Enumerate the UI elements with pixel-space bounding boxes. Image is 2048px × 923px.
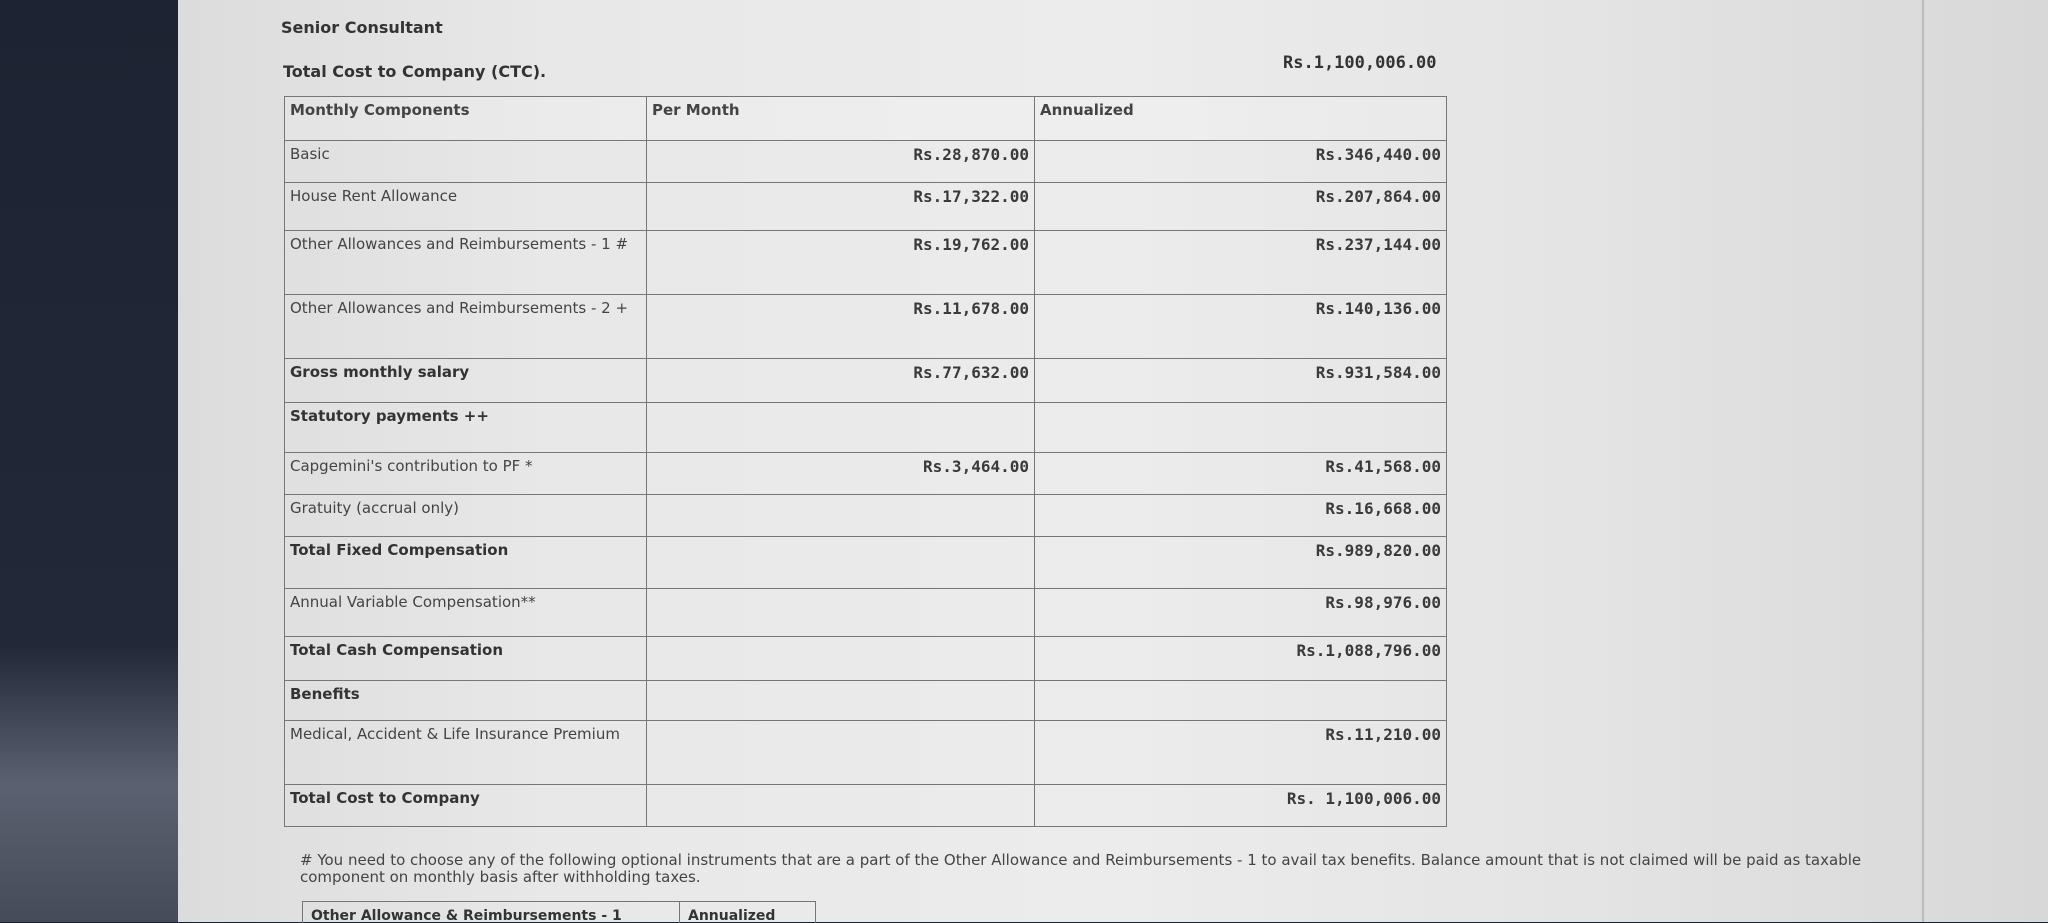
row-monthly-value: Rs.17,322.00 — [647, 183, 1035, 231]
table-row — [285, 537, 1447, 589]
ctc-label: Total Cost to Company (CTC). — [283, 62, 547, 81]
row-label: Statutory payments ++ — [285, 403, 647, 453]
table-row — [285, 495, 1447, 537]
row-monthly-value — [647, 403, 1035, 453]
row-annual-value: Rs.1,088,796.00 — [1035, 637, 1447, 681]
ctc-value: Rs.1,100,006.00 — [1283, 53, 1437, 73]
row-label: Other Allowances and Reimbursements - 2 + — [285, 295, 647, 359]
row-label: Other Allowances and Reimbursements - 1 # — [285, 231, 647, 295]
row-monthly-value: Rs.77,632.00 — [647, 359, 1035, 403]
row-annual-value: Rs.931,584.00 — [1035, 359, 1447, 403]
row-monthly-value — [647, 637, 1035, 681]
row-monthly-value — [647, 681, 1035, 721]
table-row — [285, 785, 1447, 827]
row-annual-value: Rs.11,210.00 — [1035, 721, 1447, 785]
row-annual-value — [1035, 681, 1447, 721]
table-row — [285, 141, 1447, 183]
subtable-col-allowance: Other Allowance & Reimbursements - 1 — [303, 902, 680, 923]
row-monthly-value: Rs.19,762.00 — [647, 231, 1035, 295]
row-annual-value: Rs.16,668.00 — [1035, 495, 1447, 537]
table-row — [285, 359, 1447, 403]
row-monthly-value — [647, 721, 1035, 785]
row-annual-value: Rs.207,864.00 — [1035, 183, 1447, 231]
row-monthly-value: Rs.3,464.00 — [647, 453, 1035, 495]
row-annual-value: Rs.346,440.00 — [1035, 141, 1447, 183]
table-row — [285, 231, 1447, 295]
row-label: House Rent Allowance — [285, 183, 647, 231]
row-label: Benefits — [285, 681, 647, 721]
row-monthly-value: Rs.11,678.00 — [647, 295, 1035, 359]
page-border — [1922, 0, 1924, 922]
row-monthly-value — [647, 785, 1035, 827]
row-label: Medical, Accident & Life Insurance Premium — [285, 721, 647, 785]
row-label: Basic — [285, 141, 647, 183]
subtable-col-annualized: Annualized — [688, 908, 776, 923]
designation-title: Senior Consultant — [281, 18, 443, 37]
header-per-month: Per Month — [647, 97, 1035, 141]
row-annual-value: Rs.237,144.00 — [1035, 231, 1447, 295]
table-row — [285, 589, 1447, 637]
table-row — [285, 403, 1447, 453]
row-annual-value: Rs.41,568.00 — [1035, 453, 1447, 495]
row-label: Annual Variable Compensation** — [285, 589, 647, 637]
row-monthly-value: Rs.28,870.00 — [647, 141, 1035, 183]
header-monthly-components: Monthly Components — [285, 97, 647, 141]
allowance-subtable-header — [302, 901, 816, 923]
row-monthly-value — [647, 495, 1035, 537]
background-left-dark — [0, 0, 178, 922]
row-label: Gross monthly salary — [285, 359, 647, 403]
table-row — [285, 637, 1447, 681]
compensation-table — [284, 96, 1447, 827]
row-annual-value: Rs.98,976.00 — [1035, 589, 1447, 637]
table-row — [285, 721, 1447, 785]
footnote: # You need to choose any of the following optional instruments that are a part of the Other Allowance and Reimbursements - 1 to avail tax benefits. Balance amount that is not claimed will be paid as taxable component on monthly basis after withholding taxes. — [300, 851, 1862, 886]
row-monthly-value — [647, 537, 1035, 589]
row-label: Gratuity (accrual only) — [285, 495, 647, 537]
table-row — [285, 295, 1447, 359]
table-row — [285, 453, 1447, 495]
row-monthly-value — [647, 589, 1035, 637]
header-annualized: Annualized — [1035, 97, 1447, 141]
row-annual-value — [1035, 403, 1447, 453]
row-label: Capgemini's contribution to PF * — [285, 453, 647, 495]
row-annual-value: Rs. 1,100,006.00 — [1035, 785, 1447, 827]
table-header-row — [285, 97, 1447, 141]
table-row — [285, 183, 1447, 231]
row-label: Total Cash Compensation — [285, 637, 647, 681]
table-row — [285, 681, 1447, 721]
row-annual-value: Rs.140,136.00 — [1035, 295, 1447, 359]
row-label: Total Fixed Compensation — [285, 537, 647, 589]
row-label: Total Cost to Company — [285, 785, 647, 827]
row-annual-value: Rs.989,820.00 — [1035, 537, 1447, 589]
